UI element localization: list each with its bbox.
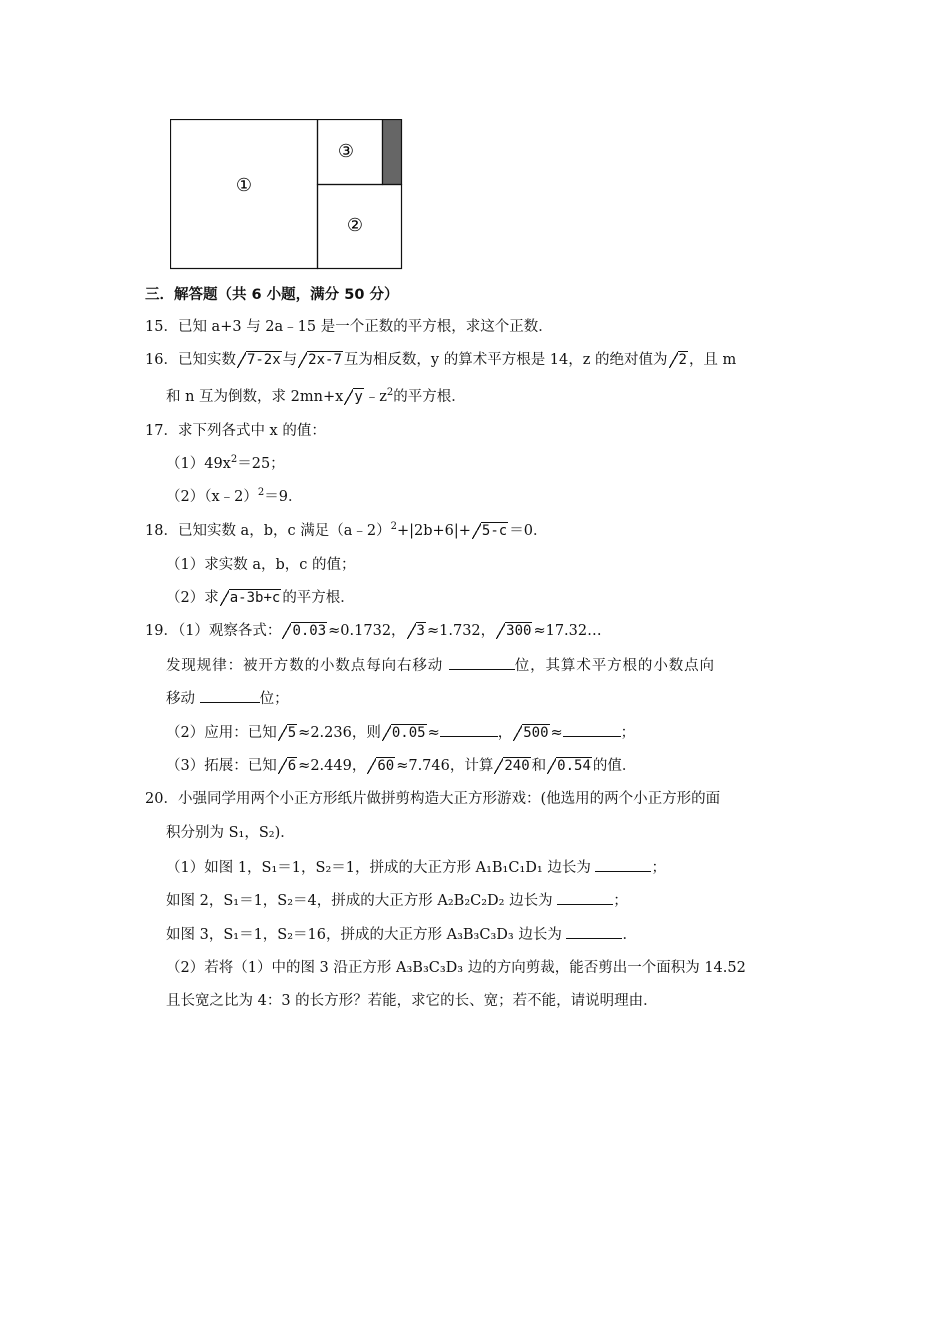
answer-blank[interactable] xyxy=(563,722,621,737)
question-15 xyxy=(145,317,553,337)
squares-figure xyxy=(170,119,403,270)
question-17 xyxy=(145,421,326,441)
q18-number: 18． xyxy=(145,523,178,539)
sqrt-0.05: 0.05 xyxy=(382,723,427,743)
q20-part2-line2: 且长宽之比为 4：3 的长方形？若能，求它的长、宽；若不能，请说明理由． xyxy=(166,993,658,1009)
q16-text: 互为相反数，y 的算术平方根是 14，z 的绝对值为 xyxy=(343,352,668,368)
q16-text: 和 n 互为倒数，求 2mn+x xyxy=(166,389,344,405)
q20-part1-b: 如图 2，S₁＝1，S₂＝4，拼成的大正方形 A₂B₂C₂D₂ 边长为 ； xyxy=(166,890,628,910)
answer-blank[interactable] xyxy=(595,857,651,872)
q17-text: 求下列各式中 x 的值： xyxy=(177,423,326,439)
sqrt-a-3b-c: a-3b+c xyxy=(220,588,282,608)
sqrt-6: 6 xyxy=(278,756,297,776)
section-title: 三．解答题（共 6 小题，满分 50 分） xyxy=(145,287,399,303)
sqrt-3: 3 xyxy=(407,621,426,641)
sqrt-5-c: 5-c xyxy=(472,521,508,541)
q17-sub1: $(1)49x^2=25$； xyxy=(166,454,285,472)
q19-number: 19． xyxy=(145,623,178,639)
answer-blank[interactable] xyxy=(557,890,613,905)
label-1: ① xyxy=(235,175,253,196)
q20-part1-c: 如图 3，S₁＝1，S₂＝16，拼成的大正方形 A₃B₃C₃D₃ 边长为 ． xyxy=(166,924,637,944)
question-16-line1 xyxy=(145,350,736,370)
q16-text: 已知实数 xyxy=(177,352,236,368)
q18-sub2: （2）求 a-3b+c 的平方根． xyxy=(166,590,355,606)
label-3: ③ xyxy=(337,141,355,162)
q17-sub2: （2）（x﹣2）$^2$＝9． xyxy=(166,487,303,505)
answer-blank[interactable] xyxy=(440,722,498,737)
q16-text: 的平方根． xyxy=(393,389,466,405)
q18-sub1: （1）求实数 a，b，c 的值； xyxy=(166,557,356,573)
sqrt-300: 300 xyxy=(496,621,532,641)
q15-text: 已知 a+3 与 2a﹣15 是一个正数的平方根，求这个正数． xyxy=(177,319,553,335)
sqrt-0.54: 0.54 xyxy=(547,756,592,776)
q16-text: 与 xyxy=(282,352,298,368)
q17-number: 17． xyxy=(145,423,178,439)
shaded-strip xyxy=(383,120,402,185)
q20-part1-a: （1）如图 1，S₁＝1，S₂＝1，拼成的大正方形 A₁B₁C₁D₁ 边长为 ； xyxy=(166,857,666,877)
question-20: 20．小强同学用两个小正方形纸片做拼剪构造大正方形游戏：(他选用的两个小正方形的面 xyxy=(145,791,721,807)
q16-number: 16． xyxy=(145,352,178,368)
q15-number: 15． xyxy=(145,319,178,335)
q19-sub2: （2）应用：已知 5 ≈2.236，则 0.05 ≈ ， 500 ≈ ； xyxy=(166,722,635,742)
q19-sub3: （3）拓展：已知 6 ≈2.449， 60 ≈7.746，计算 240 和 0.54 的值． xyxy=(166,758,637,774)
sqrt-2: 2 xyxy=(669,350,688,370)
sqrt-0.03: 0.03 xyxy=(282,621,327,641)
answer-blank[interactable] xyxy=(200,688,260,703)
question-19: 19．（1）观察各式： 0.03 ≈0.1732， 3 ≈1.732， 300 ≈17.32… xyxy=(145,623,602,639)
question-16-line2 xyxy=(166,387,466,407)
superscript: 2 xyxy=(386,387,394,399)
sqrt-60: 60 xyxy=(367,756,395,776)
sqrt-5: 5 xyxy=(278,723,297,743)
sqrt-240: 240 xyxy=(494,756,530,776)
q16-text: ，且 m xyxy=(688,352,737,368)
sqrt-2x-7: 2x-7 xyxy=(298,350,343,370)
q20-part2-line1: （2）若将（1）中的图 3 沿正方形 A₃B₃C₃D₃ 边的方向剪裁，能否剪出一个面积为 14.52 xyxy=(166,960,746,976)
answer-blank[interactable] xyxy=(449,655,515,670)
q19-line3: 移动 位； xyxy=(166,688,289,708)
q19-line2: 发现规律：被开方数的小数点每向右移动 位，其算术平方根的小数点向 xyxy=(166,655,715,675)
sqrt-7-2x: 7-2x xyxy=(237,350,282,370)
question-18: 18．已知实数 a，b，c 满足（a﹣2）$^2$+|2b+6|+ 5-c ＝0． xyxy=(145,521,548,539)
q16-text: ﹣z xyxy=(364,389,387,405)
sqrt-500: 500 xyxy=(513,723,549,743)
answer-blank[interactable] xyxy=(566,924,622,939)
label-2: ② xyxy=(346,215,364,236)
q20-number: 20． xyxy=(145,791,178,807)
sqrt-y: y xyxy=(344,387,363,407)
q20-line2: 积分别为 S₁，S₂)． xyxy=(166,825,295,841)
